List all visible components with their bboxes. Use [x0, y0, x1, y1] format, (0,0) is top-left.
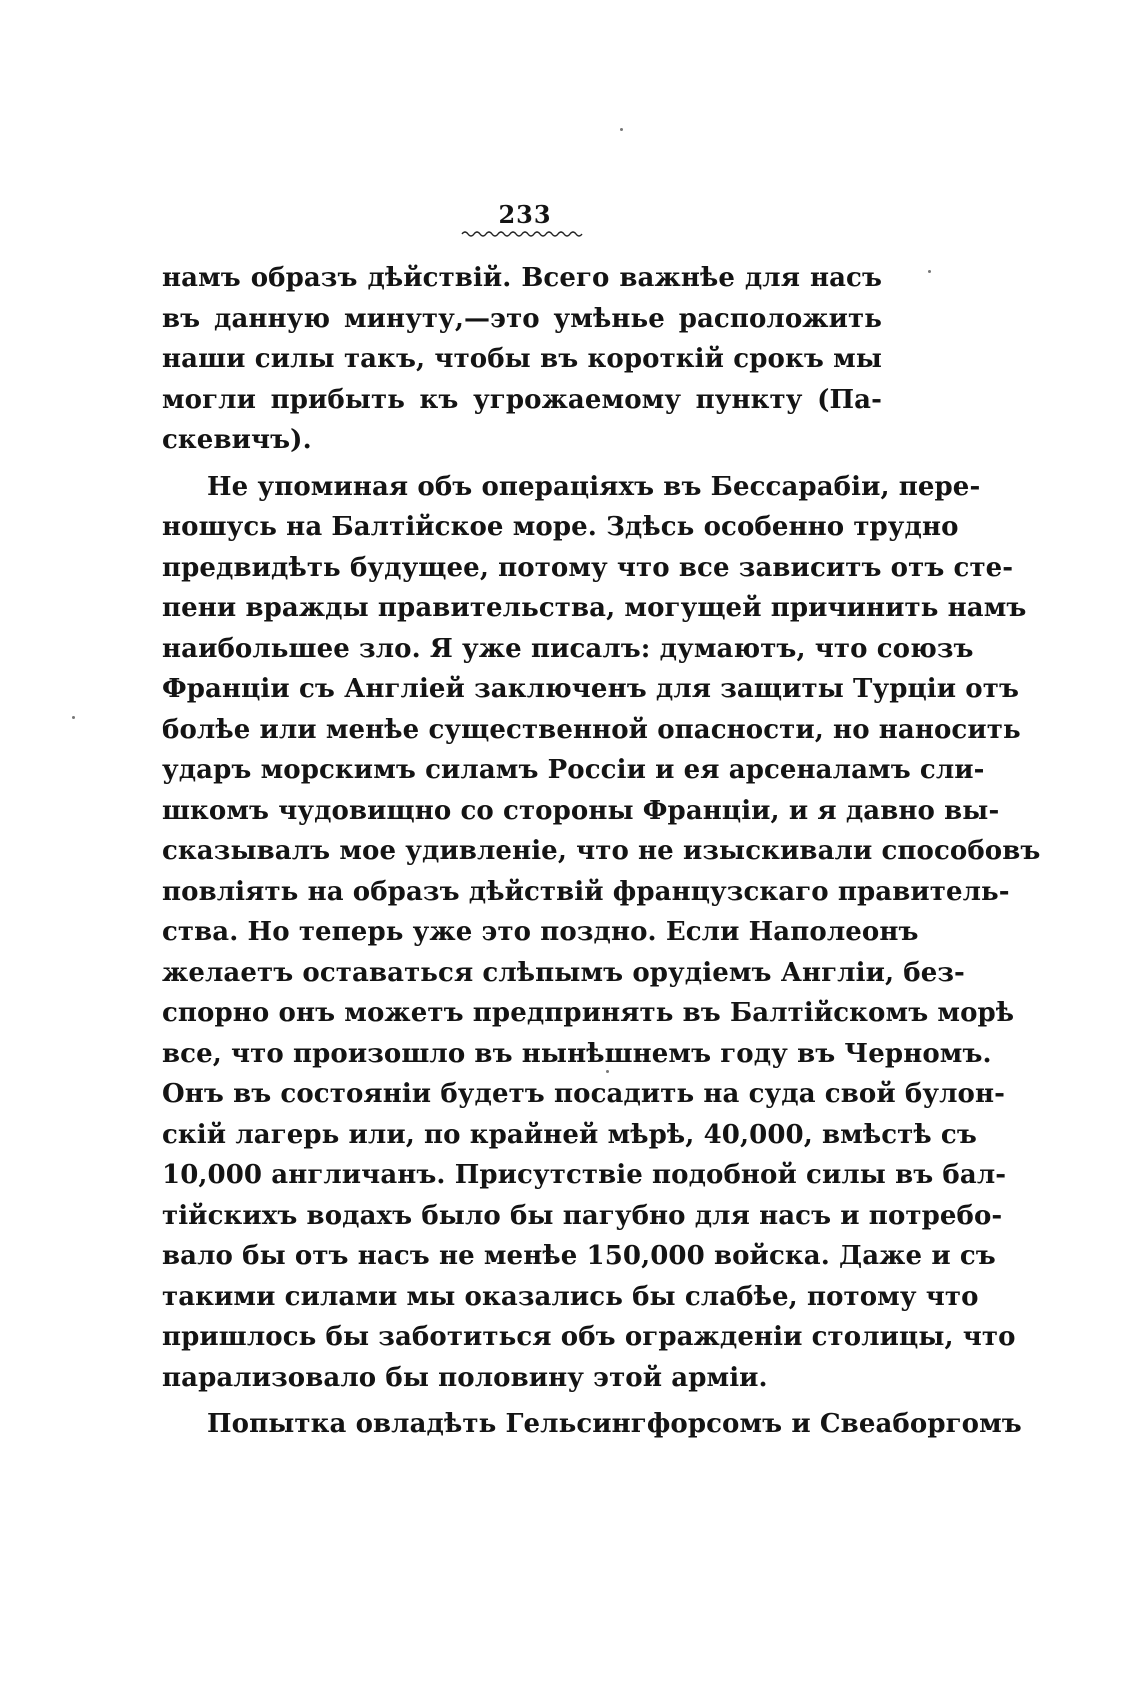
speck: [620, 128, 623, 131]
text-line: намъ образъ дѣйствій. Всего важнѣе для насъ: [162, 263, 882, 293]
text-line: вало бы отъ насъ не менѣе 150,000 войска. Даже и съ: [162, 1241, 996, 1271]
text-line: все, что произошло въ нынѣшнемъ году въ Черномъ.: [162, 1038, 992, 1069]
text-line: ношусь на Балтійское море. Здѣсь особенно трудно: [162, 512, 959, 542]
text-line: желаетъ оставаться слѣпымъ орудіемъ Англіи, без-: [162, 957, 965, 988]
text-line: тійскихъ водахъ было бы пагубно для насъ и потребо-: [162, 1200, 1003, 1231]
page-number: 233: [498, 200, 552, 229]
text-line: скевичъ).: [162, 425, 312, 455]
text-line: повліять на образъ дѣйствій французскаго правитель-: [162, 876, 1010, 907]
text-line: въ данную минуту,—это умѣнье расположить: [162, 303, 882, 334]
text-line: пени вражды правительства, могущей причинить намъ: [162, 593, 1027, 623]
speck: [928, 270, 931, 273]
text-line: 10,000 англичанъ. Присутствіе подобной силы въ бал-: [162, 1160, 1007, 1190]
text-line: болѣе или менѣе существенной опасности, но наносить: [162, 714, 1021, 745]
text-line: такими силами мы оказались бы слабѣе, потому что: [162, 1281, 979, 1312]
speck: [72, 716, 75, 719]
text-line: скій лагерь или, по крайней мѣрѣ, 40,000, вмѣстѣ съ: [162, 1119, 977, 1150]
speck: [606, 1070, 609, 1073]
text-line: пришлось бы заботиться объ огражденіи столицы, что: [162, 1322, 1016, 1352]
page-number-ornament: [462, 230, 582, 238]
text-line: Онъ въ состояніи будетъ посадить на суда свой булон-: [162, 1079, 1005, 1109]
text-line: наши силы такъ, чтобы въ короткій срокъ мы: [162, 344, 882, 374]
text-line: Не упоминая объ операціяхъ въ Бессарабіи, пере-: [207, 471, 981, 502]
text-line: шкомъ чудовищно со стороны Франціи, и я давно вы-: [162, 795, 1000, 826]
text-line: могли прибыть къ угрожаемому пункту (Па-: [162, 384, 882, 415]
text-line: Попытка овладѣть Гельсингфорсомъ и Свеаборгомъ: [207, 1409, 1022, 1439]
body-text: [162, 258, 1041, 1445]
text-line: ударъ морскимъ силамъ Россіи и ея арсеналамъ сли-: [162, 755, 985, 785]
text-line: Франціи съ Англіей заключенъ для защиты Турціи отъ: [162, 674, 1019, 704]
text-line: наибольшее зло. Я уже писалъ: думаютъ, что союзъ: [162, 633, 974, 664]
text-line: сказывалъ мое удивленіе, что не изыскивали способовъ: [162, 836, 1041, 866]
text-line: ства. Но теперь уже это поздно. Если Наполеонъ: [162, 917, 919, 947]
text-line: предвидѣть будущее, потому что все зависитъ отъ сте-: [162, 552, 1014, 583]
text-line: парализовало бы половину этой арміи.: [162, 1362, 768, 1393]
text-line: спорно онъ можетъ предпринять въ Балтійскомъ морѣ: [162, 998, 1015, 1028]
